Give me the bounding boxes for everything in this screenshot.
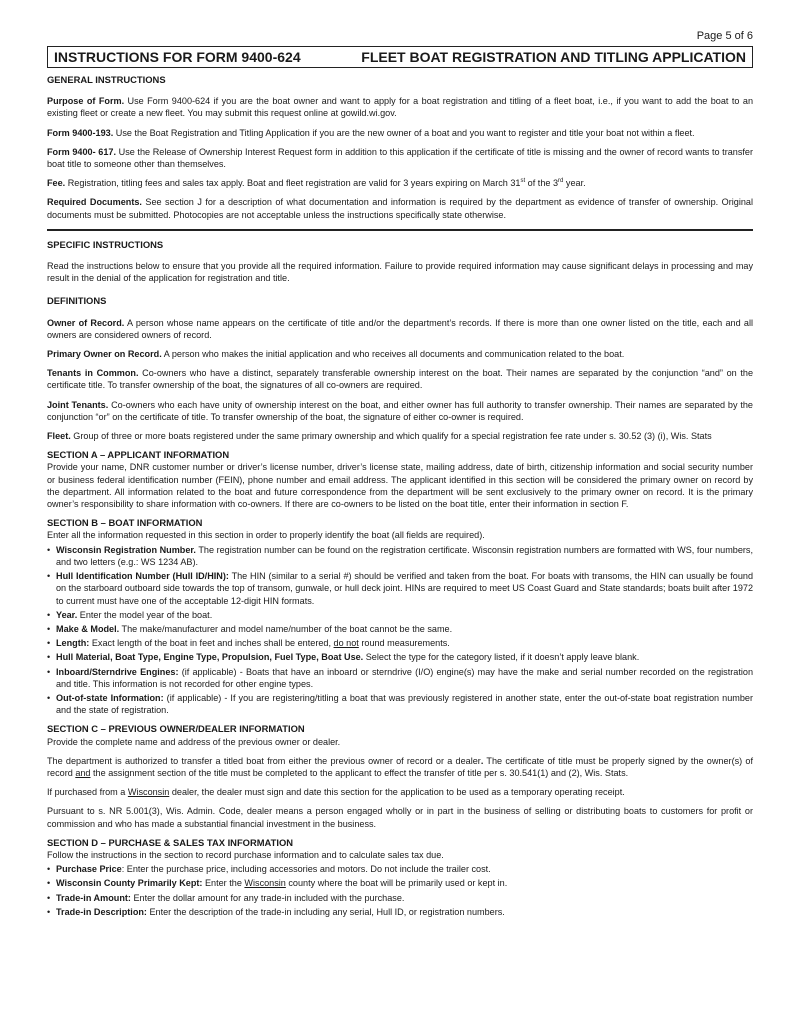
form-9400-617-text: Use the Release of Ownership Interest Request form in addition to this application if the certificate of title is missing and the owner of record wants to transfer boat title to someone other than themselves. <box>47 146 753 170</box>
fee-sup-rd: rd <box>558 178 564 185</box>
tenants-in-common-text: Co-owners who have a distinct, separately transferable ownership interest on the boat. Their names are separated by the conjunction “and” on the certificate title. To transfer ownership of the boat, the signatures of all co-owners are required. <box>47 368 753 391</box>
fleet-definition <box>47 430 753 442</box>
form-9400-193-text: Use the Boat Registration and Titling Application if you are the new owner of a boat and you want to register and title your boat not within a fleet. <box>113 127 695 138</box>
section-d-list <box>47 863 753 918</box>
section-b-heading: SECTION B – BOAT INFORMATION <box>47 517 203 529</box>
primary-owner-label: Primary Owner on Record. <box>47 349 162 360</box>
list-item: • Wisconsin Registration Number. The registration number can be found on the registration certificate. Wisconsin registration numbers are formatted with WS, four numbers, and two letters (e.g.: WS 1234 AB). <box>47 544 753 568</box>
instructions-title: INSTRUCTIONS FOR FORM 9400-624 <box>54 49 301 65</box>
required-documents-paragraph <box>47 196 753 220</box>
list-item: • Trade-in Amount: Enter the dollar amount for any trade-in included with the purchase. <box>47 892 753 904</box>
list-item: • Wisconsin County Primarily Kept: Enter the Wisconsin county where the boat will be primarily used or kept in. <box>47 877 753 889</box>
tenants-in-common-label: Tenants in Common. <box>47 368 139 379</box>
section-c-transfer-paragraph: The department is authorized to transfer a titled boat from either the previous owner of record or a dealer. The certificate of title must be properly signed by the owner(s) of record and the assignment section of the title must be completed to the applicant to effect the transfer of title per s. 30.541(1) and (2), Wis. Stats. <box>47 755 753 778</box>
list-item: • Year. Enter the model year of the boat. <box>47 609 753 621</box>
general-instructions-heading: GENERAL INSTRUCTIONS <box>47 74 166 85</box>
section-d-heading: SECTION D – PURCHASE & SALES TAX INFORMATION <box>47 836 294 848</box>
owner-of-record-label: Owner of Record. <box>47 317 125 328</box>
joint-tenants-text: Co-owners who each have unity of ownership interest on the boat, and either owner has full authority to transfer ownership. Their names are separated by the conjunction “or” on the certificate of title. To transfer ownership of the boat, the signature of either co-owner is required. <box>47 399 753 422</box>
fleet-label: Fleet. <box>47 431 71 442</box>
application-title: FLEET BOAT REGISTRATION AND TITLING APPLICATION <box>361 49 746 65</box>
list-item: • Inboard/Sterndrive Engines: (if applicable) - Boats that have an inboard or sterndrive (I/O) engine(s) may have the make and serial number recorded on the registration and title. This information is not recorded for other engine types. <box>47 666 753 690</box>
form-9400-193-label: Form 9400-193. <box>47 127 114 138</box>
specific-instructions-intro: Read the instructions below to ensure that you provide all the required information. Failure to provide required information may cause significant delays in processing and may result in the denial of the application for registration and title. <box>47 261 753 284</box>
owner-of-record-definition <box>47 317 753 341</box>
primary-owner-definition <box>47 348 753 360</box>
purpose-label: Purpose of Form. <box>47 96 125 107</box>
fee-text-a: Registration, titling fees and sales tax apply. Boat and fleet registration are valid for 3 years expiring on March 31 <box>65 178 521 189</box>
fee-text-b: of the 3 <box>525 178 559 189</box>
form-title-bar <box>47 46 753 68</box>
form-9400-193-paragraph <box>47 127 753 139</box>
section-divider <box>47 229 753 231</box>
form-9400-617-label: Form 9400- 617. <box>47 146 116 157</box>
form-9400-617-paragraph <box>47 146 753 170</box>
instructions-body <box>47 74 753 925</box>
fee-label: Fee. <box>47 178 66 189</box>
required-documents-text: See section J for a description of what documentation and information is required by the department as evidence of transfer of ownership. Original documents must be submitted. Photocopies are not acceptable unless the instructions specifically state otherwise. <box>47 197 754 220</box>
purpose-paragraph <box>47 95 753 119</box>
purpose-text: Use Form 9400-624 if you are the boat owner and want to apply for a boat registration and titling of a fleet boat, i.e., if you want to add the boat to an existing fleet or create a new fleet. You may submit this request online at gowild.wi.gov. <box>47 96 753 119</box>
section-c-dealer-paragraph: If purchased from a Wisconsin dealer, the dealer must sign and date this section for the application to be used as a temporary operating receipt. <box>47 787 625 798</box>
fee-paragraph <box>47 177 753 189</box>
page-number: Page 5 of 6 <box>696 30 753 42</box>
section-b-list <box>47 544 753 717</box>
fee-text-c: year. <box>563 178 586 189</box>
primary-owner-text: A person who makes the initial application and who receives all documents and communication related to the boat. <box>161 349 625 360</box>
specific-instructions-heading: SPECIFIC INSTRUCTIONS <box>47 238 164 250</box>
list-item: • Out-of-state Information: (if applicable) - If you are registering/titling a boat that was previously registered in another state, enter the out-of-state boat registration number and the state of registration. <box>47 692 753 716</box>
list-item: • Make & Model. The make/manufacturer and model name/number of the boat cannot be the same. <box>47 623 753 635</box>
section-a-text: Provide your name, DNR customer number or driver’s license number, driver’s license state, mailing address, date of birth, citizenship information and social security number or business federal identification number (FEIN), phone number and email address. The applicant identified in this section will be considered the primary owner on record by the department. All information related to the boat and future correspondence from the department will be sent exclusively to the primary owner on record. It is the primary owner’s responsibility to share information with co-owners. If there are co-owners to be listed on the boat title, enter their information in section F. <box>47 462 753 510</box>
section-c-intro: Provide the complete name and address of the previous owner or dealer. <box>47 736 341 747</box>
list-item: • Length: Exact length of the boat in feet and inches shall be entered, do not round measurements. <box>47 637 753 649</box>
list-item: • Hull Identification Number (Hull ID/HIN): The HIN (similar to a serial #) should be verified and taken from the boat. For boats with transoms, the HIN can usually be found on the starboard outboard side towards the top of transom, gunwale, or hull deck joint. HINs are required to meet US Coast Guard and State standards; boats built after 1972 to current must have one of the acceptable 12-digit HIN formats. <box>47 570 753 607</box>
list-item: • Trade-in Description: Enter the description of the trade-in including any serial, Hull ID, or registration numbers. <box>47 906 753 918</box>
section-b-intro: Enter all the information requested in this section in order to properly identify the boat (all fields are required). <box>47 530 485 541</box>
section-c-heading: SECTION C – PREVIOUS OWNER/DEALER INFORMATION <box>47 723 305 735</box>
required-documents-label: Required Documents. <box>47 197 142 208</box>
list-item: • Purchase Price: Enter the purchase price, including accessories and motors. Do not include the trailer cost. <box>47 863 753 875</box>
fee-sup-st: st <box>520 178 526 185</box>
owner-of-record-text: A person whose name appears on the certificate of title and/or the department’s records. If there is more than one owner listed on the title, each and all owners are considered owners of record. <box>47 317 754 340</box>
fleet-text: Group of three or more boats registered under the same primary ownership and which qualify for a special registration fee rate under s. 30.52 (3) (i), Wis. Stats <box>70 431 712 442</box>
joint-tenants-definition <box>47 399 753 423</box>
joint-tenants-label: Joint Tenants. <box>47 399 109 410</box>
tenants-in-common-definition <box>47 367 753 391</box>
section-a-heading: SECTION A – APPLICANT INFORMATION <box>47 449 230 461</box>
section-d-intro: Follow the instructions in the section to record purchase information and to calculate sales tax due. <box>47 849 444 860</box>
definitions-heading: DEFINITIONS <box>47 295 107 307</box>
section-c-pursuant-paragraph: Pursuant to s. NR 5.001(3), Wis. Admin. Code, dealer means a person engaged wholly or in part in the business of selling or distributing boats to customers for profit or commission and who has made a substantial financial investment in the business. <box>47 806 753 829</box>
list-item: • Hull Material, Boat Type, Engine Type, Propulsion, Fuel Type, Boat Use. Select the type for the category listed, if it doesn’t apply leave blank. <box>47 651 753 663</box>
